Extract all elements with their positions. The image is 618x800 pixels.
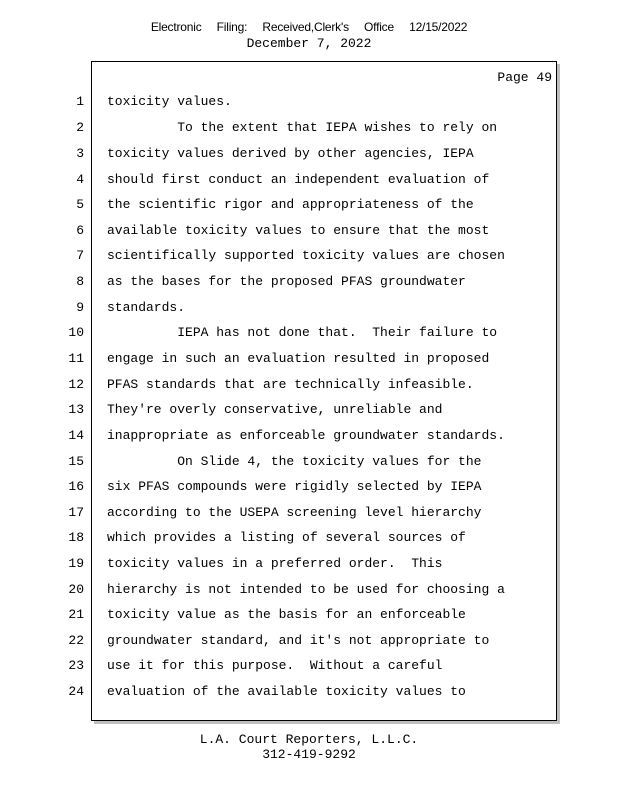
page-number: Page 49 [497,70,552,85]
line-number: 18 [68,530,84,545]
line-number: 15 [68,454,84,469]
line-text: which provides a listing of several sources of [107,530,466,545]
line-number: 21 [68,607,84,622]
line-number: 11 [68,351,84,366]
line-number: 5 [76,197,84,212]
line-number: 4 [76,172,84,187]
line-text: scientifically supported toxicity values are chosen [107,248,505,263]
filing-office: Office [364,20,394,34]
line-text: inappropriate as enforceable groundwater standards. [107,428,505,443]
line-number: 6 [76,223,84,238]
line-text: use it for this purpose. Without a careful [107,658,443,673]
line-number: 24 [68,684,84,699]
hearing-date: December 7, 2022 [246,36,372,51]
line-text: groundwater standard, and it's not appropriate to [107,633,490,648]
line-text: according to the USEPA screening level hierarchy [107,505,482,520]
line-number: 3 [76,146,84,161]
line-text: To the extent that IEPA wishes to rely on [107,120,498,135]
filing-electronic: Electronic [150,20,202,34]
line-text: evaluation of the available toxicity values to [107,684,466,699]
filing-stamp [0,20,618,34]
line-number: 17 [68,505,84,520]
line-text: as the bases for the proposed PFAS groundwater [107,274,466,289]
line-text: toxicity value as the basis for an enforceable [107,607,466,622]
line-text: six PFAS compounds were rigidly selected by IEPA [107,479,482,494]
line-number: 14 [68,428,84,443]
line-text: toxicity values derived by other agencies, IEPA [107,146,474,161]
footer-company: L.A. Court Reporters, L.L.C. [199,732,419,747]
line-number: 9 [76,300,84,315]
line-text: available toxicity values to ensure that the most [107,223,490,238]
line-number: 13 [68,402,84,417]
line-text: should first conduct an independent evaluation of [107,172,490,187]
line-text: toxicity values in a preferred order. This [107,556,443,571]
filing-received: Received,Clerk's [262,20,349,34]
line-number: 1 [76,94,84,109]
line-number: 22 [68,633,84,648]
line-number: 12 [68,377,84,392]
line-number: 16 [68,479,84,494]
line-number: 2 [76,120,84,135]
filing-date: 12/15/2022 [409,20,468,34]
line-text: hierarchy is not intended to be used for choosing a [107,582,505,597]
footer-phone: 312-419-9292 [262,747,356,762]
line-number: 10 [68,325,84,340]
line-number: 23 [68,658,84,673]
line-text: engage in such an evaluation resulted in proposed [107,351,490,366]
line-text: toxicity values. [107,94,232,109]
line-text: They're overly conservative, unreliable and [107,402,443,417]
filing-label: Filing: [216,20,248,34]
line-number: 19 [68,556,84,571]
line-text: IEPA has not done that. Their failure to [107,325,498,340]
line-number: 7 [76,248,84,263]
line-text: the scientific rigor and appropriateness of the [107,197,474,212]
line-text: PFAS standards that are technically infeasible. [107,377,474,392]
line-text: On Slide 4, the toxicity values for the [107,454,482,469]
line-number: 20 [68,582,84,597]
line-number: 8 [76,274,84,289]
line-text: standards. [107,300,186,315]
